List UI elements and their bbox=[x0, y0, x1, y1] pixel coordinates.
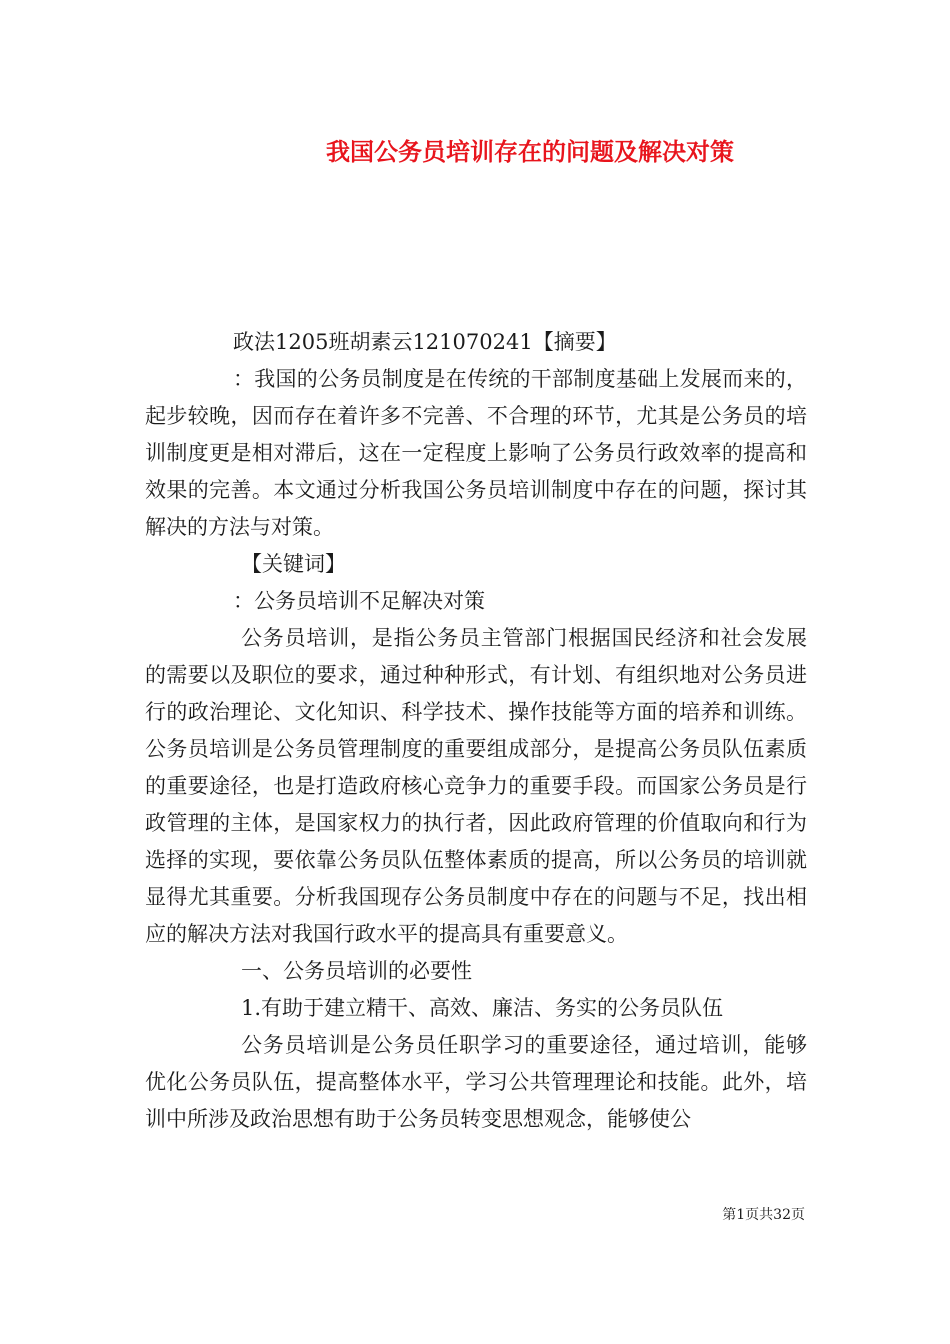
author-line: 政法1205班胡素云121070241【摘要】 bbox=[233, 330, 617, 354]
document-title: 我国公务员培训存在的问题及解决对策 bbox=[326, 137, 734, 166]
abstract-text: ：我国的公务员制度是在传统的干部制度基础上发展而来的，起步较晚，因而存在着许多不完善、不合理的环节，尤其是公务员的培训制度更是相对滞后，这在一定程度上影响了公务员行政效率的提高和效果的完善。本文通过分析我国公务员培训制度中存在的问题，探讨其解决的方法与对策。 bbox=[145, 367, 807, 539]
subsection-heading: 1.有助于建立精干、高效、廉洁、务实的公务员队伍 bbox=[241, 996, 724, 1020]
page-number: 第1页共32页 bbox=[722, 1207, 805, 1223]
keywords-text: ：公务员培训不足解决对策 bbox=[233, 589, 485, 613]
section-heading: 一、公务员培训的必要性 bbox=[241, 959, 472, 983]
document-body bbox=[145, 324, 807, 1138]
keywords-label: 【关键词】 bbox=[241, 552, 346, 576]
body-paragraph: 公务员培训是公务员任职学习的重要途径，通过培训，能够优化公务员队伍，提高整体水平，学习公共管理理论和技能。此外，培训中所涉及政治思想有助于公务员转变思想观念，能够使公 bbox=[145, 1033, 807, 1131]
body-paragraph: 公务员培训，是指公务员主管部门根据国民经济和社会发展的需要以及职位的要求，通过种种形式，有计划、有组织地对公务员进行的政治理论、文化知识、科学技术、操作技能等方面的培养和训练。公务员培训是公务员管理制度的重要组成部分，是提高公务员队伍素质的重要途径，也是打造政府核心竞争力的重要手段。而国家公务员是行政管理的主体，是国家权力的执行者，因此政府管理的价值取向和行为选择的实现，要依靠公务员队伍整体素质的提高，所以公务员的培训就显得尤其重要。分析我国现存公务员制度中存在的问题与不足，找出相应的解决方法对我国行政水平的提高具有重要意义。 bbox=[145, 626, 807, 946]
